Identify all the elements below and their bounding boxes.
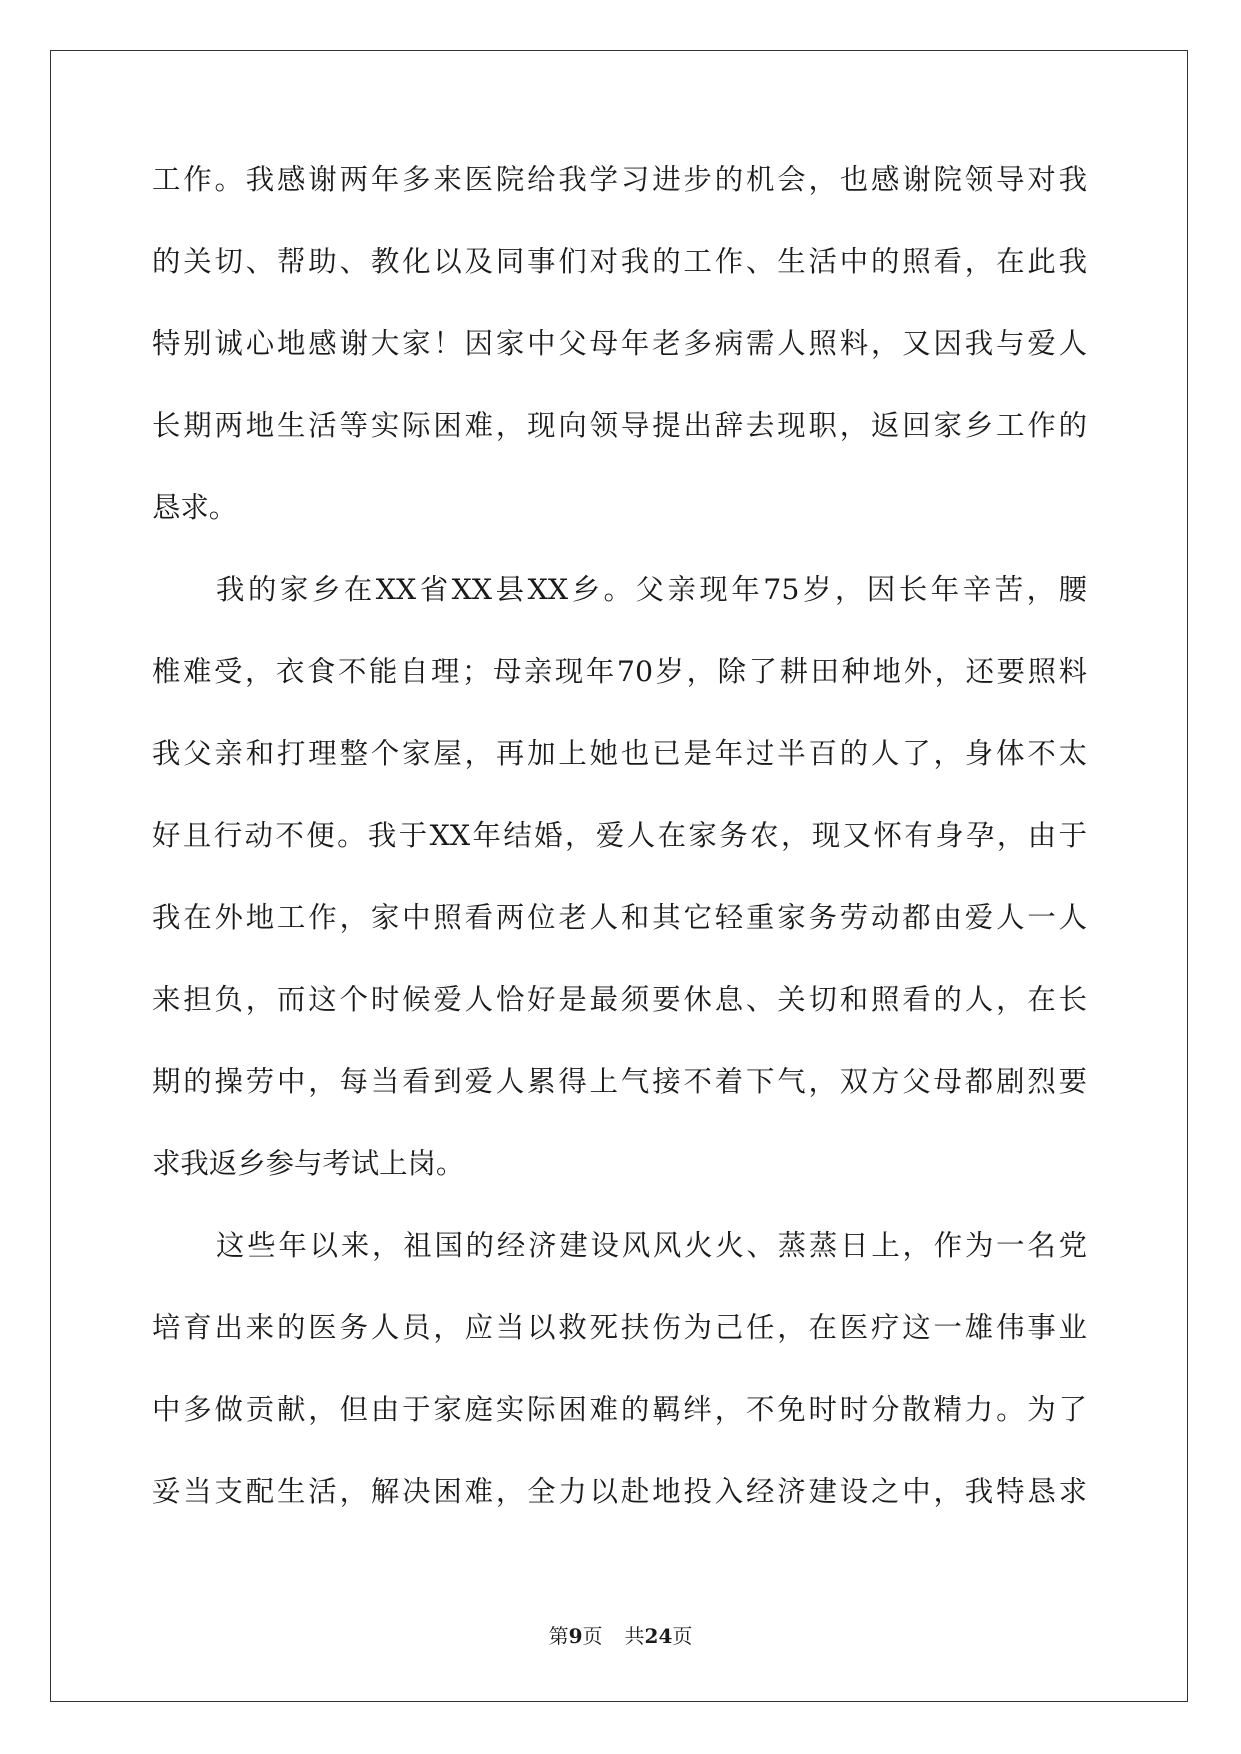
text-line: 好且行动不便。我于XX年结婚，爱人在家务农，现又怀有身孕，由于	[152, 819, 1087, 852]
page-footer	[0, 1620, 1241, 1649]
text-line: 椎难受，衣食不能自理；母亲现年70岁，除了耕田种地外，还要照料	[152, 655, 1087, 688]
text-line: 工作。我感谢两年多来医院给我学习进步的机会，也感谢院领导对我	[152, 163, 1087, 196]
text-line: 恳求。	[152, 491, 238, 524]
text-line: 来担负，而这个时候爱人恰好是最须要休息、关切和照看的人，在长	[152, 983, 1087, 1016]
text-line: 特别诚心地感谢大家！因家中父母年老多病需人照料，又因我与爱人	[152, 327, 1087, 360]
text-line: 长期两地生活等实际困难，现向领导提出辞去现职，返回家乡工作的	[152, 409, 1087, 442]
text-line: 求我返乡参与考试上岗。	[152, 1147, 465, 1180]
text-line: 期的操劳中，每当看到爱人累得上气接不着下气，双方父母都剧烈要	[152, 1065, 1087, 1098]
footer-page-prefix: 第	[548, 1624, 569, 1648]
footer-total-suffix: 页	[672, 1624, 693, 1648]
footer-page-number: 9	[568, 1624, 583, 1648]
text-line: 我在外地工作，家中照看两位老人和其它轻重家务劳动都由爱人一人	[152, 901, 1087, 934]
text-line: 这些年以来，祖国的经济建设风风火火、蒸蒸日上，作为一名党	[216, 1229, 1087, 1262]
footer-total-prefix: 共	[624, 1624, 645, 1648]
document-body	[152, 160, 1087, 1554]
text-line: 的关切、帮助、教化以及同事们对我的工作、生活中的照看，在此我	[152, 245, 1087, 278]
text-line: 培育出来的医务人员，应当以救死扶伤为己任，在医疗这一雄伟事业	[152, 1311, 1087, 1344]
text-line: 中多做贡献，但由于家庭实际困难的羁绊，不免时时分散精力。为了	[152, 1393, 1087, 1426]
footer-page-suffix: 页	[582, 1624, 603, 1648]
text-line: 我的家乡在XX省XX县XX乡。父亲现年75岁，因长年辛苦，腰	[216, 573, 1087, 606]
text-line: 我父亲和打理整个家屋，再加上她也已是年过半百的人了，身体不太	[152, 737, 1087, 770]
footer-total-pages: 24	[644, 1624, 673, 1648]
text-line: 妥当支配生活，解决困难，全力以赴地投入经济建设之中，我特恳求	[152, 1475, 1087, 1508]
